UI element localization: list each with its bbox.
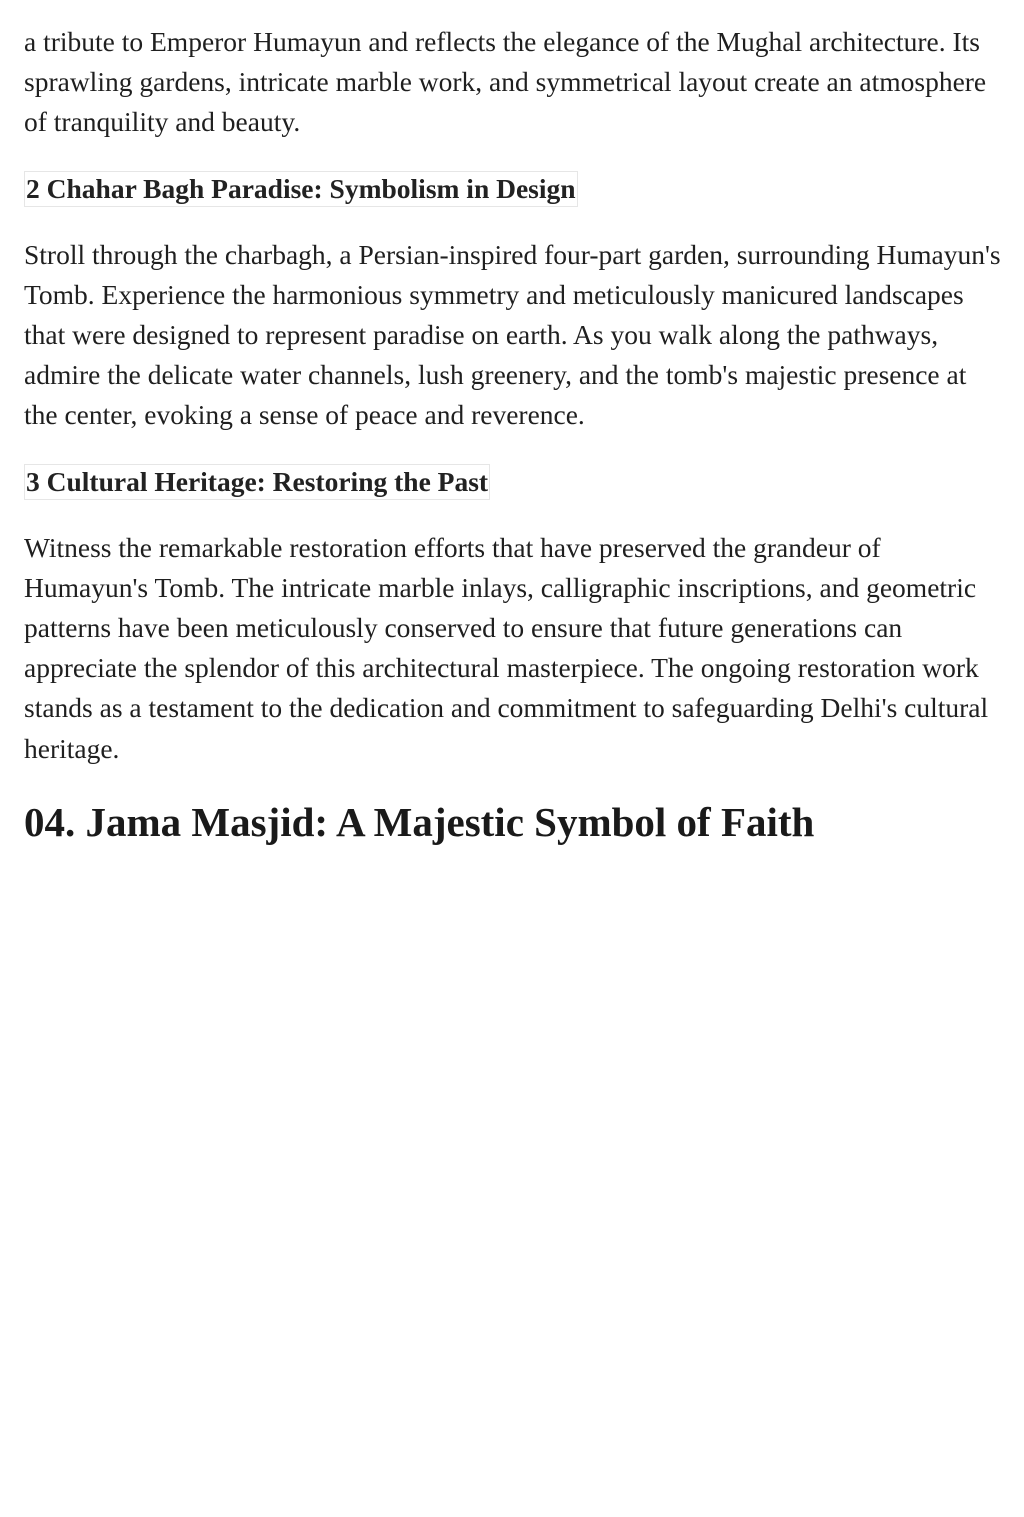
section-heading-chahar-bagh: 2 Chahar Bagh Paradise: Symbolism in Design	[24, 171, 578, 207]
section-heading-wrapper	[24, 464, 1004, 500]
section-heading-wrapper	[24, 171, 1004, 207]
document-page	[24, 22, 1004, 847]
section-title-jama-masjid: 04. Jama Masjid: A Majestic Symbol of Faith	[24, 798, 815, 845]
section-body-chahar-bagh: Stroll through the charbagh, a Persian-inspired four-part garden, surrounding Humayun's Tomb. Experience the harmonious symmetry and meticulously manicured landscapes that were designed to represent paradise on earth. As you walk along the pathways, admire the delicate water channels, lush greenery, and the tomb's majestic presence at the center, evoking a sense of peace and reverence.	[24, 238, 1001, 431]
section-heading-cultural-heritage: 3 Cultural Heritage: Restoring the Past	[24, 464, 490, 500]
section-body-cultural-heritage: Witness the remarkable restoration efforts that have preserved the grandeur of Humayun's Tomb. The intricate marble inlays, calligraphic inscriptions, and geometric patterns have been meticulously conserved to ensure that future generations can appreciate the splendor of this architectural masterpiece. The ongoing restoration work stands as a testament to the dedication and commitment to safeguarding Delhi's cultural heritage.	[24, 531, 989, 764]
intro-paragraph: a tribute to Emperor Humayun and reflects the elegance of the Mughal architecture. Its sprawling gardens, intricate marble work, and symmetrical layout create an atmosphere of tranquility and beauty.	[24, 26, 987, 138]
